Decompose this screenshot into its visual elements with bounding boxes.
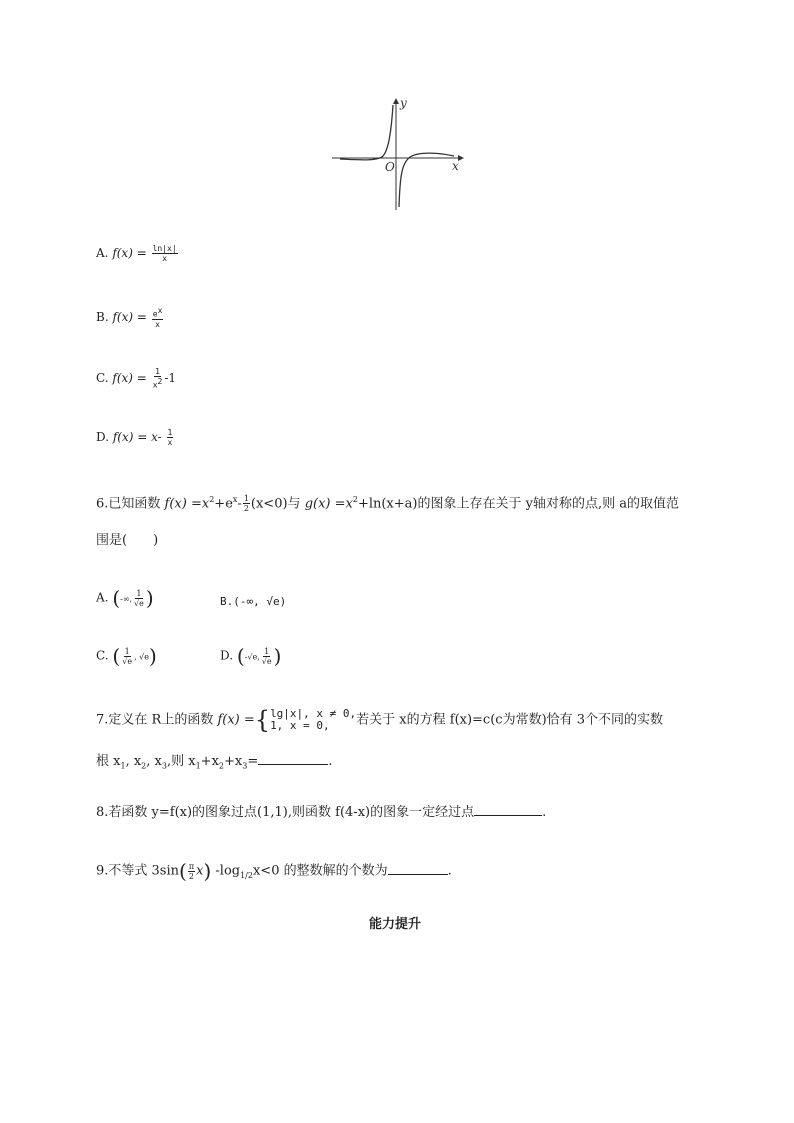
case-1: lg|x|, x ≠ 0, xyxy=(270,707,357,720)
q6-option-a: A. (-∞, $\frac{1}{√e}$ ) xyxy=(96,586,154,610)
stem-text: , x xyxy=(146,754,162,769)
y-axis-label: y xyxy=(400,96,407,110)
fraction-denominator: 2 xyxy=(243,504,249,514)
function-graph xyxy=(330,95,465,215)
fraction-denominator: x xyxy=(155,319,160,329)
fraction xyxy=(188,862,195,881)
fraction-numerator xyxy=(152,306,164,320)
option-letter: C. xyxy=(96,648,109,663)
function-name: f(x) xyxy=(164,496,187,512)
fraction-denominator: √e xyxy=(134,598,144,608)
curve-left-branch xyxy=(340,105,393,160)
option-letter: A. xyxy=(96,246,109,260)
option-letter: A. xyxy=(96,590,109,605)
exponent: 2 xyxy=(209,495,215,504)
q5-option-d xyxy=(96,428,174,447)
stem-text: 若关于 x的方程 f(x)=c(c为常数)恰有 3个不同的实数 xyxy=(356,712,664,728)
function-name: f(x) = xyxy=(112,246,147,260)
stem-text: 9.不等式 3sin xyxy=(96,863,180,879)
function-name: f(x) = xyxy=(112,309,147,324)
fraction xyxy=(133,589,145,608)
interval-right: , √e xyxy=(134,652,149,662)
subscript: 3 xyxy=(242,761,248,771)
q5-option-a xyxy=(96,244,179,263)
stem-text: 6.已知函数 xyxy=(96,496,165,512)
function-name: g(x) xyxy=(304,496,331,512)
answer-blank[interactable] xyxy=(258,752,328,765)
subscript: 1 xyxy=(195,761,201,771)
fraction xyxy=(261,647,273,666)
stem-text: = xyxy=(247,754,259,769)
stem-text: 7.定义在 R上的函数 xyxy=(96,712,218,728)
stem-text: +x xyxy=(224,754,243,769)
fraction-numerator: 1 xyxy=(167,428,173,437)
exponent: x xyxy=(232,495,238,504)
log-base: 1/2 xyxy=(240,871,253,881)
fraction-numerator: ln|x| xyxy=(152,244,177,253)
answer-blank[interactable] xyxy=(388,862,448,875)
fraction xyxy=(152,367,164,390)
numerator-exponent: x xyxy=(157,306,163,315)
q6-option-c: C. ( $\frac{1}{√e}$ , √e) xyxy=(96,644,157,668)
log-term: -log xyxy=(215,863,241,879)
question-7-stem-line-2 xyxy=(96,752,332,776)
fraction-denominator xyxy=(152,377,164,390)
subscript: 2 xyxy=(218,761,224,771)
x-axis-arrow xyxy=(458,155,464,161)
fraction xyxy=(167,428,174,447)
fraction xyxy=(121,647,133,666)
question-7-stem: 7.定义在 R上的函数 f(x) ={ lg|x|, x ≠ 0, 1, x = 0, 若关于 x的方程 f(x)=c(c为常数)恰有 3个不同的实数 xyxy=(96,706,664,734)
stem-text: +x xyxy=(200,754,219,769)
denominator-base: x xyxy=(152,380,158,390)
interval-left: -∞, xyxy=(120,594,133,604)
q5-option-b xyxy=(96,306,164,329)
stem-text: 8.若函数 y=f(x)的图象过点(1,1),则函数 f(4-x)的图象一定经过点 xyxy=(96,805,475,820)
fraction-numerator: 1 xyxy=(264,646,270,656)
question-9: 9.不等式 3sin( $\frac{\pi}{2}$ x) $-\log_{1/2}x<0$ 的整数解的个数为 . xyxy=(96,859,452,883)
option-letter: D. xyxy=(220,648,234,663)
q6-option-d: D. (-√e, $\frac{1}{√e}$ ) xyxy=(220,644,282,668)
fraction-denominator: x xyxy=(162,254,168,263)
case-2: 1, x = 0, xyxy=(270,719,330,732)
function-expression: f(x) = x- xyxy=(112,430,162,444)
period: . xyxy=(447,863,452,879)
period: . xyxy=(542,805,547,820)
condition: (x<0)与 xyxy=(250,496,305,512)
answer-blank[interactable] xyxy=(474,803,542,816)
expression: +e xyxy=(214,496,233,512)
q5-option-c xyxy=(96,367,176,390)
fraction xyxy=(152,244,178,263)
option-letter: C. xyxy=(96,370,109,385)
fraction-numerator: 1 xyxy=(136,588,142,598)
option-letter: D. xyxy=(96,430,110,444)
function-name: f(x) = xyxy=(112,370,147,385)
option-letter: B. xyxy=(96,309,109,324)
period: . xyxy=(328,754,333,769)
subscript: 3 xyxy=(161,761,167,771)
fraction-numerator: π xyxy=(188,861,195,871)
fraction xyxy=(152,306,164,329)
subscript: 1 xyxy=(120,761,126,771)
denominator-exponent: 2 xyxy=(157,377,163,386)
numerator-base: e xyxy=(152,309,158,319)
section-heading: 能力提升 xyxy=(369,917,422,932)
stem-text: , x xyxy=(125,754,142,769)
expression: =x xyxy=(186,496,210,512)
exponent: 2 xyxy=(352,495,358,504)
fraction xyxy=(243,494,250,513)
option-tail: -1 xyxy=(164,370,177,385)
stem-text: ,则 x xyxy=(166,754,196,769)
curve-right-branch xyxy=(399,153,454,207)
y-axis-arrow xyxy=(393,98,399,104)
origin-label: O xyxy=(385,160,395,174)
variable: x xyxy=(196,863,204,879)
stem-text: +ln(x+a)的图象上存在关于 y轴对称的点,则 a的取值范 xyxy=(357,496,679,512)
stem-text: 根 x xyxy=(96,754,121,769)
x-axis-label: x xyxy=(452,159,459,173)
fraction-denominator: √e xyxy=(261,656,272,666)
piecewise-cases xyxy=(270,708,356,732)
fraction-denominator: √e xyxy=(122,656,133,666)
function-name: f(x) = xyxy=(217,712,255,728)
fraction-numerator: 1 xyxy=(124,646,130,656)
fraction-denominator: 2 xyxy=(188,871,194,881)
fraction-numerator: 1 xyxy=(155,367,160,376)
question-6-stem xyxy=(96,491,679,513)
question-6-stem-line-2: 围是( ) xyxy=(96,533,159,548)
q6-option-b: B.(-∞, √e) xyxy=(220,595,287,608)
question-8 xyxy=(96,803,546,822)
subscript: 2 xyxy=(141,761,147,771)
fraction-numerator: 1 xyxy=(243,494,249,504)
expression: =x xyxy=(330,496,353,512)
minus-sign: - xyxy=(237,496,242,512)
stem-text: x<0 的整数解的个数为 xyxy=(252,863,388,879)
fraction-denominator: x xyxy=(167,438,173,447)
interval-left: -√e, xyxy=(244,652,260,662)
